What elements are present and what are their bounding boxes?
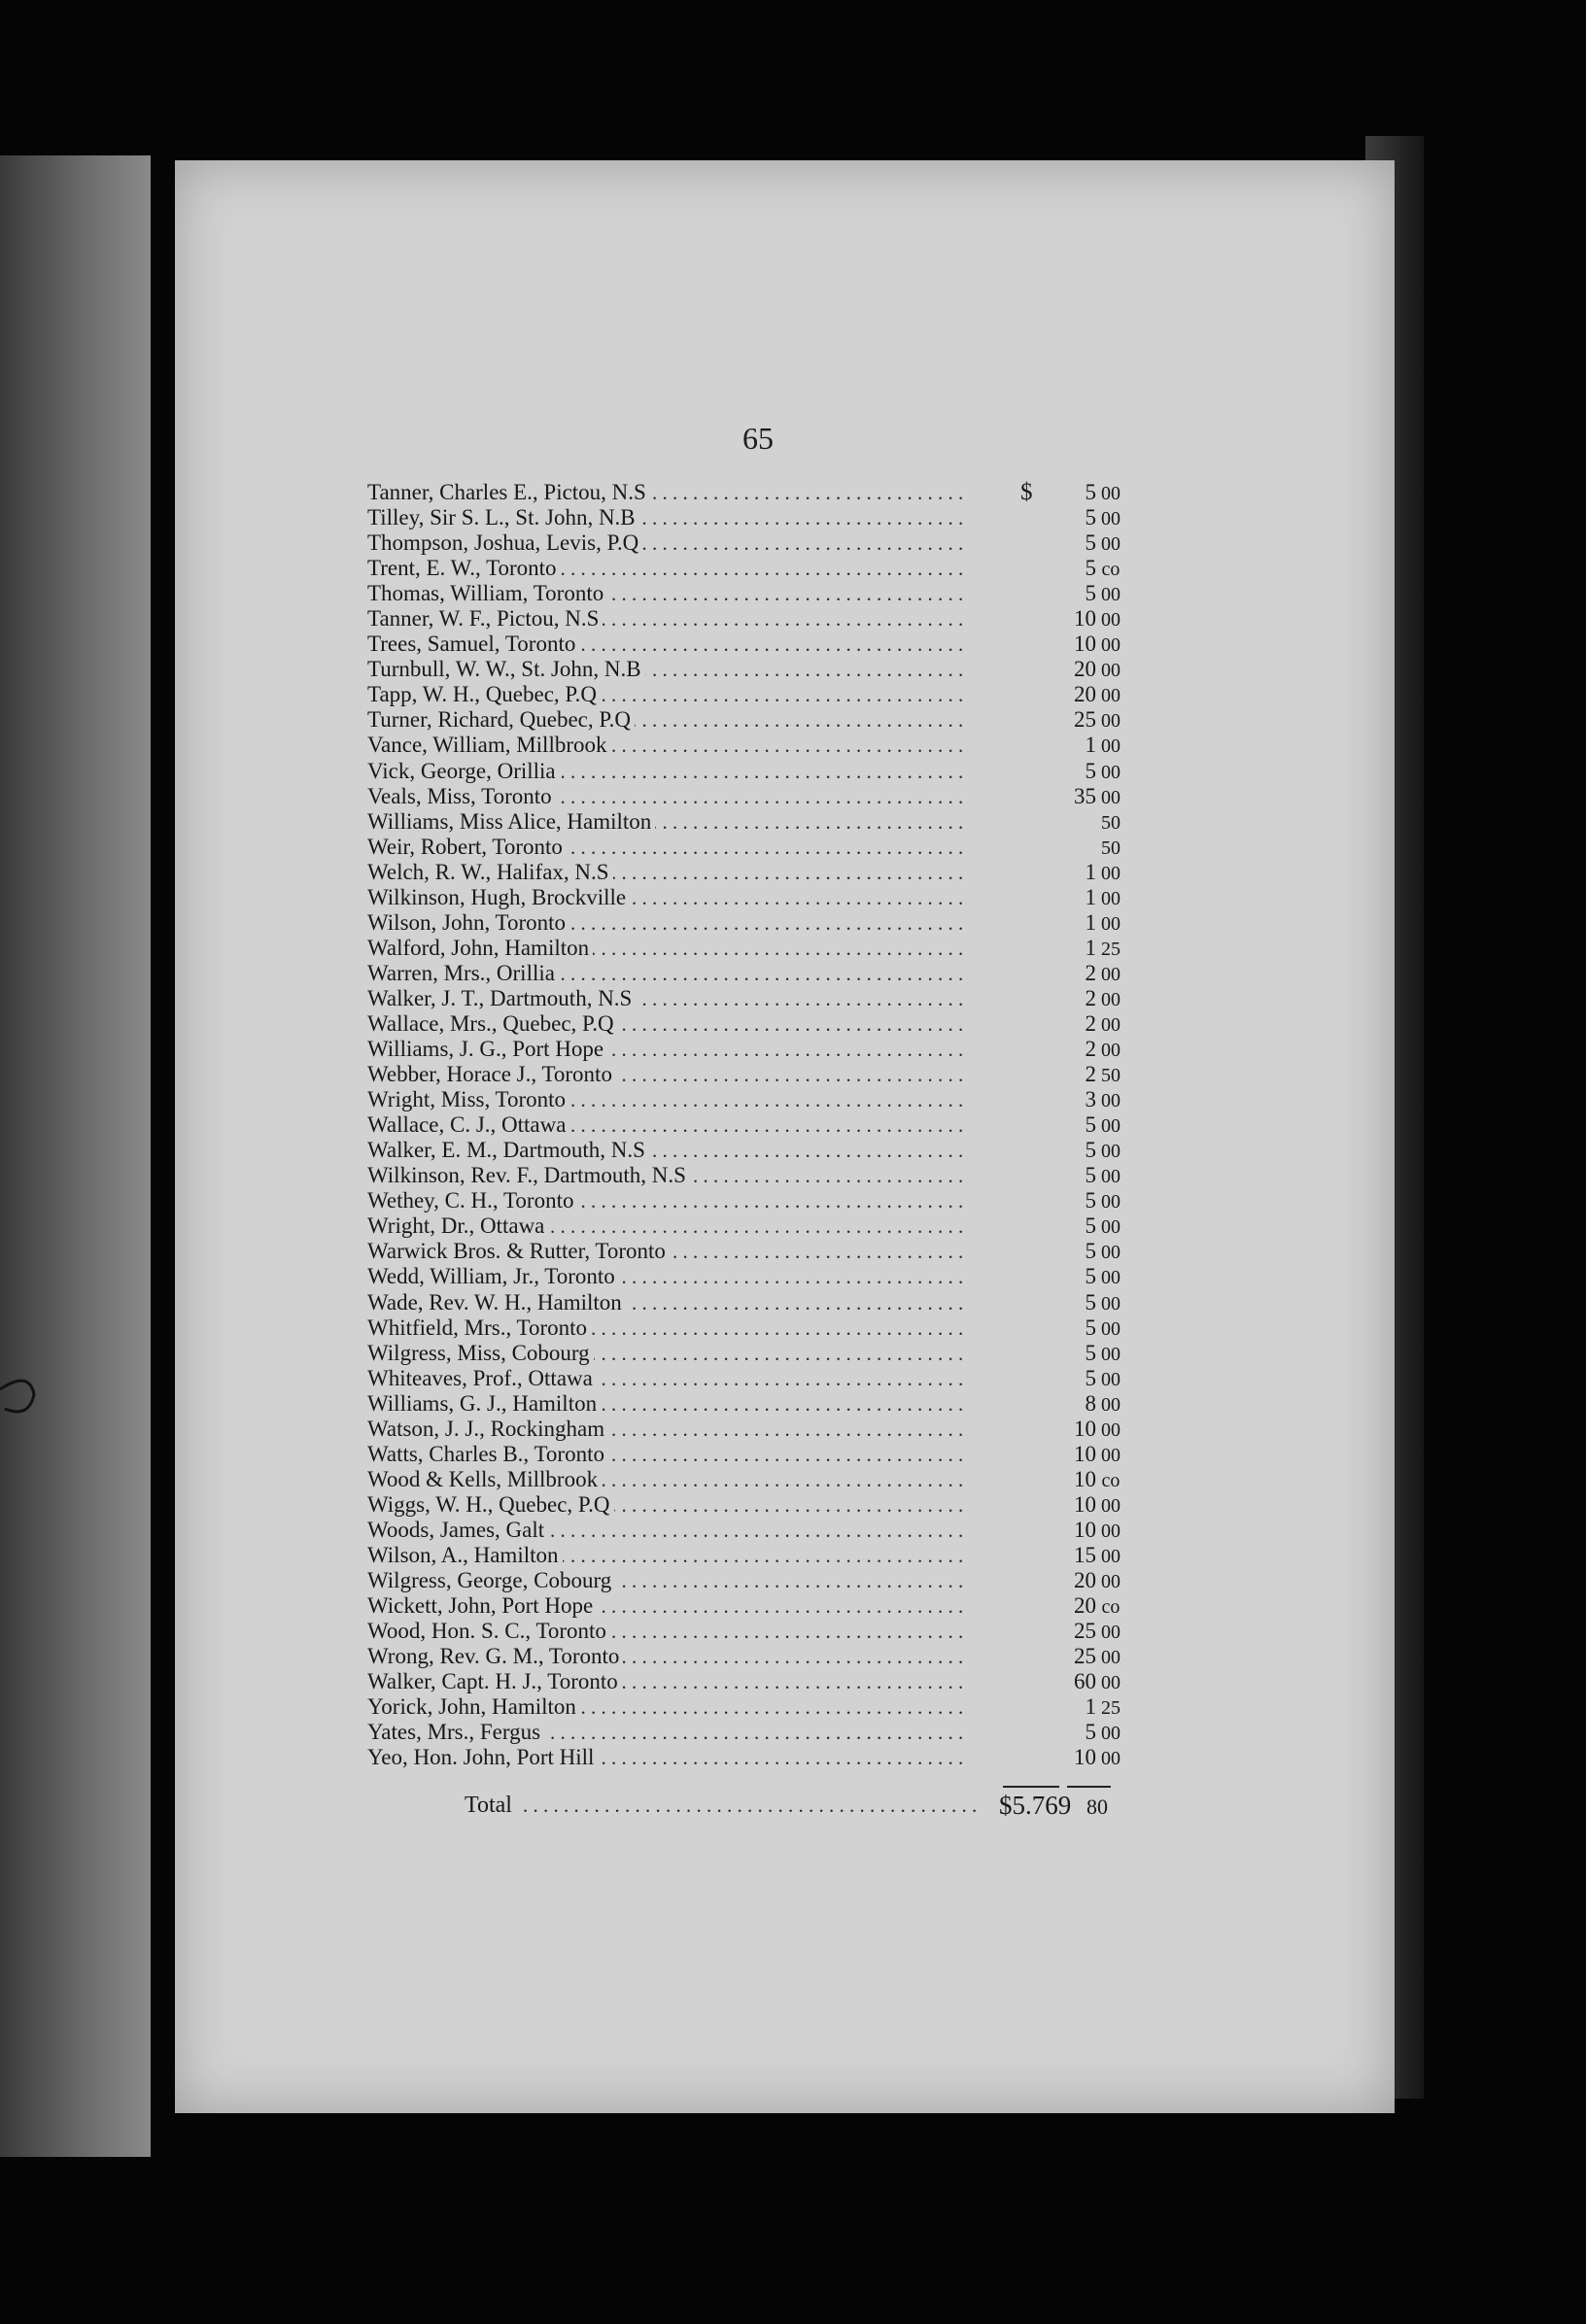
amount-cents: 00 [1101, 710, 1121, 733]
subscriber-name: Tanner, W. F., Pictou, N.S [367, 606, 603, 632]
subscriber-name: Weir, Robert, Toronto [367, 835, 567, 860]
amount-cents: 00 [1101, 786, 1121, 808]
list-item [367, 1518, 1125, 1543]
amount-dollars: 5 [1085, 556, 1096, 581]
total-cents: 80 [1086, 1794, 1108, 1819]
page-number: 65 [742, 421, 774, 456]
list-item [367, 1417, 1125, 1442]
total-dot-leader [523, 1790, 980, 1821]
subscriber-name: Williams, Miss Alice, Hamilton [367, 809, 655, 835]
subscriber-name: Wickett, John, Port Hope [367, 1593, 597, 1619]
list-item [367, 910, 1125, 936]
amount-cents: 00 [1101, 1166, 1121, 1188]
subscriber-name: Trent, E. W., Toronto [367, 556, 561, 581]
list-item [367, 1138, 1125, 1163]
currency-symbol: $ [1020, 479, 1033, 505]
amount-dollars: 10 [1074, 1416, 1096, 1441]
subscriber-name: Thompson, Joshua, Levis, P.Q [367, 530, 642, 556]
subscriber-name: Walker, Capt. H. J., Toronto [367, 1669, 622, 1694]
subscriber-name: Wilgress, Miss, Cobourg [367, 1341, 594, 1366]
subscriber-name: Wethey, C. H., Toronto [367, 1188, 577, 1213]
amount-dollars: 5 [1085, 1239, 1096, 1264]
subscriber-name: Wright, Miss, Toronto [367, 1087, 569, 1112]
amount-cents: 00 [1101, 1723, 1121, 1745]
amount-cents: 00 [1101, 685, 1121, 707]
amount-cents: 00 [1101, 1545, 1121, 1567]
amount-dollars: 25 [1074, 707, 1096, 733]
amount-cents: 00 [1101, 1647, 1121, 1669]
list-item [367, 530, 1125, 556]
amount-dollars: 2 [1085, 960, 1096, 985]
list-item [367, 784, 1125, 809]
subscriber-name: Whitfield, Mrs., Toronto [367, 1316, 591, 1341]
amount-cents: 00 [1101, 1267, 1121, 1289]
amount-dollars: 5 [1085, 1720, 1096, 1745]
amount-cents: 00 [1101, 609, 1121, 632]
amount-dollars: 3 [1085, 1087, 1096, 1112]
amount-cents: 00 [1101, 634, 1121, 657]
subscriber-name: Wallace, Mrs., Quebec, P.Q [367, 1011, 618, 1037]
list-item [367, 682, 1125, 707]
list-item [367, 1442, 1125, 1467]
amount-cents: 00 [1101, 1368, 1121, 1390]
amount-cents: 00 [1101, 1292, 1121, 1315]
amount-cents: 00 [1101, 1090, 1121, 1112]
list-item [367, 581, 1125, 606]
list-item [367, 1062, 1125, 1087]
amount-dollars: 10 [1074, 1466, 1096, 1491]
list-item [367, 1037, 1125, 1062]
list-item [367, 1745, 1125, 1770]
subscriber-name: Wilkinson, Hugh, Brockville [367, 885, 630, 910]
list-item [367, 657, 1125, 682]
amount-cents: 00 [1101, 761, 1121, 783]
amount-dollars: 5 [1085, 1340, 1096, 1365]
subscriber-name: Tilley, Sir S. L., St. John, N.B [367, 505, 639, 530]
amount-cents: co [1101, 1596, 1121, 1619]
subscriber-name: Webber, Horace J., Toronto [367, 1062, 616, 1087]
list-item [367, 1316, 1125, 1341]
list-item [367, 1290, 1125, 1316]
amount-cents: 00 [1101, 1191, 1121, 1213]
subscriber-name: Warwick Bros. & Rutter, Toronto [367, 1239, 670, 1264]
amount-dollars: 5 [1085, 1213, 1096, 1239]
amount-dollars: 35 [1074, 783, 1096, 808]
amount-dollars: 5 [1085, 581, 1096, 606]
amount-cents: 00 [1101, 1242, 1121, 1264]
list-item [367, 1112, 1125, 1138]
amount-dollars: 5 [1085, 1289, 1096, 1315]
amount-dollars: 8 [1085, 1390, 1096, 1416]
amount-dollars: 5 [1085, 1264, 1096, 1289]
list-item [367, 1341, 1125, 1366]
list-item [367, 809, 1125, 835]
subscription-list [367, 480, 1125, 1770]
subscriber-name: Thomas, William, Toronto [367, 581, 607, 606]
subscriber-name: Yeo, Hon. John, Port Hill [367, 1745, 598, 1770]
amount-cents: 00 [1101, 1216, 1121, 1239]
list-item [367, 759, 1125, 784]
amount-dollars: 25 [1074, 1619, 1096, 1644]
amount-cents: 00 [1101, 1622, 1121, 1644]
subscriber-name: Wallace, C. J., Ottawa [367, 1112, 569, 1138]
amount-dollars: 5 [1085, 1163, 1096, 1188]
amount-cents: 00 [1101, 1141, 1121, 1163]
list-item [367, 1568, 1125, 1593]
subscriber-name: Warren, Mrs., Orillia [367, 961, 559, 986]
left-page-pen-mark [0, 1350, 39, 1448]
list-item [367, 1391, 1125, 1417]
amount-dollars: 5 [1085, 1315, 1096, 1340]
amount-dollars: 1 [1085, 1694, 1096, 1720]
subscriber-name: Woods, James, Galt [367, 1518, 548, 1543]
amount-dollars: 60 [1074, 1669, 1096, 1694]
list-item [367, 707, 1125, 733]
subscriber-name: Wiggs, W. H., Quebec, P.Q [367, 1492, 614, 1518]
subscriber-name: Veals, Miss, Toronto [367, 784, 556, 809]
amount-cents: 00 [1101, 1520, 1121, 1542]
amount-dollars: 10 [1074, 1441, 1096, 1466]
subscriber-name: Wood, Hon. S. C., Toronto [367, 1619, 610, 1644]
amount-cents: co [1101, 559, 1121, 581]
amount-cents: 00 [1101, 1040, 1121, 1062]
subscriber-name: Wright, Dr., Ottawa [367, 1213, 548, 1239]
amount-cents: 00 [1101, 508, 1121, 530]
amount-dollars: 5 [1085, 1138, 1096, 1163]
subscriber-name: Watts, Charles B., Toronto [367, 1442, 608, 1467]
amount-cents: 00 [1101, 887, 1121, 909]
amount-dollars: 1 [1085, 909, 1096, 935]
list-item [367, 1593, 1125, 1619]
list-item [367, 1669, 1125, 1694]
amount-dollars: 5 [1085, 480, 1096, 504]
amount-dollars: 1 [1085, 859, 1096, 884]
list-item [367, 1492, 1125, 1518]
amount-dollars: 2 [1085, 1062, 1096, 1087]
amount-cents: 00 [1101, 1494, 1121, 1517]
list-item [367, 480, 1125, 505]
subscriber-name: Walker, E. M., Dartmouth, N.S [367, 1138, 649, 1163]
list-item [367, 1644, 1125, 1669]
amount-cents: 00 [1101, 533, 1121, 556]
list-item [367, 885, 1125, 910]
list-item [367, 556, 1125, 581]
amount-dollars: 20 [1074, 1593, 1096, 1619]
amount-dollars: 5 [1085, 1112, 1096, 1138]
subscriber-name: Turner, Richard, Quebec, P.Q [367, 707, 635, 733]
amount-dollars: 2 [1085, 1010, 1096, 1036]
list-item [367, 1011, 1125, 1037]
amount-cents: 00 [1101, 1317, 1121, 1340]
list-item [367, 1543, 1125, 1568]
amount-dollars: 2 [1085, 1037, 1096, 1062]
list-item [367, 632, 1125, 657]
subscriber-name: Wilson, John, Toronto [367, 910, 569, 936]
amount-dollars: 10 [1074, 1745, 1096, 1770]
subscriber-name: Wilgress, George, Cobourg [367, 1568, 615, 1593]
subscriber-name: Tanner, Charles E., Pictou, N.S [367, 480, 650, 505]
subscriber-name: Williams, G. J., Hamilton [367, 1391, 601, 1417]
total-row [465, 1790, 1145, 1821]
list-item [367, 1264, 1125, 1289]
subscriber-name: Wilson, A., Hamilton [367, 1543, 563, 1568]
list-item [367, 986, 1125, 1011]
amount-dollars: 15 [1074, 1542, 1096, 1567]
amount-cents: 50 [1101, 811, 1121, 834]
subscriber-name: Watson, J. J., Rockingham [367, 1417, 608, 1442]
amount-cents: 00 [1101, 912, 1121, 935]
subscriber-name: Tapp, W. H., Quebec, P.Q [367, 682, 601, 707]
subscriber-name: Walker, J. T., Dartmouth, N.S [367, 986, 636, 1011]
total-rule-dollars [1003, 1786, 1059, 1788]
list-item [367, 1188, 1125, 1213]
list-item [367, 505, 1125, 530]
list-item [367, 1720, 1125, 1745]
amount-cents: 25 [1101, 938, 1121, 960]
amount-cents: 00 [1101, 1748, 1121, 1770]
amount-cents: 00 [1101, 584, 1121, 606]
amount-dollars: 1 [1085, 935, 1096, 960]
subscriber-name: Yorick, John, Hamilton [367, 1694, 580, 1720]
amount-cents: 00 [1101, 1115, 1121, 1138]
subscriber-name: Wilkinson, Rev. F., Dartmouth, N.S [367, 1163, 690, 1188]
subscriber-name: Vance, William, Millbrook [367, 733, 611, 758]
list-item [367, 1694, 1125, 1720]
amount-dollars: 20 [1074, 1568, 1096, 1593]
amount-dollars: 1 [1085, 884, 1096, 909]
total-dollars: $5.769 [999, 1791, 1072, 1820]
amount-cents: 00 [1101, 963, 1121, 985]
amount-cents: 00 [1101, 1418, 1121, 1441]
list-item [367, 936, 1125, 961]
amount-dollars: 1 [1085, 733, 1096, 758]
amount-dollars: 5 [1085, 758, 1096, 783]
amount-cents: 50 [1101, 837, 1121, 859]
list-item [367, 860, 1125, 885]
amount-cents: 00 [1101, 1013, 1121, 1036]
list-item [367, 606, 1125, 632]
amount-cents: 50 [1101, 1065, 1121, 1087]
amount-dollars: 2 [1085, 985, 1096, 1010]
amount-cents: 00 [1101, 1571, 1121, 1593]
list-item [367, 1619, 1125, 1644]
amount-cents: 00 [1101, 862, 1121, 884]
left-page-edge [0, 155, 151, 2157]
amount-cents: 25 [1101, 1697, 1121, 1720]
subscriber-name: Walford, John, Hamilton [367, 936, 593, 961]
amount-cents: 00 [1101, 735, 1121, 758]
amount-dollars: 10 [1074, 1517, 1096, 1542]
subscriber-name: Wedd, William, Jr., Toronto [367, 1264, 619, 1289]
list-item [367, 1213, 1125, 1239]
amount-dollars: 5 [1085, 1188, 1096, 1213]
amount-cents: 00 [1101, 1444, 1121, 1466]
amount-cents: 00 [1101, 483, 1121, 504]
list-item [367, 1467, 1125, 1492]
amount-cents: 00 [1101, 1672, 1121, 1694]
subscriber-name: Turnbull, W. W., St. John, N.B [367, 657, 645, 682]
amount-dollars: 20 [1074, 682, 1096, 707]
subscriber-name: Vick, George, Orillia [367, 759, 560, 784]
subscriber-name: Wade, Rev. W. H., Hamilton [367, 1290, 626, 1316]
amount-dollars: 10 [1074, 1491, 1096, 1517]
amount-dollars: 25 [1074, 1644, 1096, 1669]
amount-cents: 00 [1101, 1393, 1121, 1416]
subscriber-name: Wood & Kells, Millbrook [367, 1467, 602, 1492]
total-label: Total [465, 1790, 516, 1821]
list-item [367, 961, 1125, 986]
subscriber-name: Welch, R. W., Halifax, N.S [367, 860, 613, 885]
list-item [367, 733, 1125, 758]
subscriber-name: Williams, J. G., Port Hope [367, 1037, 607, 1062]
subscriber-name: Trees, Samuel, Toronto [367, 632, 579, 657]
amount-dollars: 10 [1074, 632, 1096, 657]
amount-dollars: 5 [1085, 530, 1096, 556]
total-rule-cents [1067, 1786, 1111, 1788]
subscriber-name: Whiteaves, Prof., Ottawa [367, 1366, 597, 1391]
amount-cents: co [1101, 1469, 1121, 1491]
list-item [367, 1087, 1125, 1112]
subscriber-name: Wrong, Rev. G. M., Toronto [367, 1644, 623, 1669]
list-item [367, 835, 1125, 860]
amount-cents: 00 [1101, 1343, 1121, 1365]
amount-dollars: 10 [1074, 606, 1096, 632]
subscriber-name: Yates, Mrs., Fergus [367, 1720, 544, 1745]
amount-cents: 00 [1101, 988, 1121, 1010]
amount-dollars: 5 [1085, 505, 1096, 530]
list-item [367, 1239, 1125, 1264]
amount-dollars: 5 [1085, 1365, 1096, 1390]
list-item [367, 1163, 1125, 1188]
list-item [367, 1366, 1125, 1391]
amount-dollars: 20 [1074, 657, 1096, 682]
amount-cents: 00 [1101, 660, 1121, 682]
